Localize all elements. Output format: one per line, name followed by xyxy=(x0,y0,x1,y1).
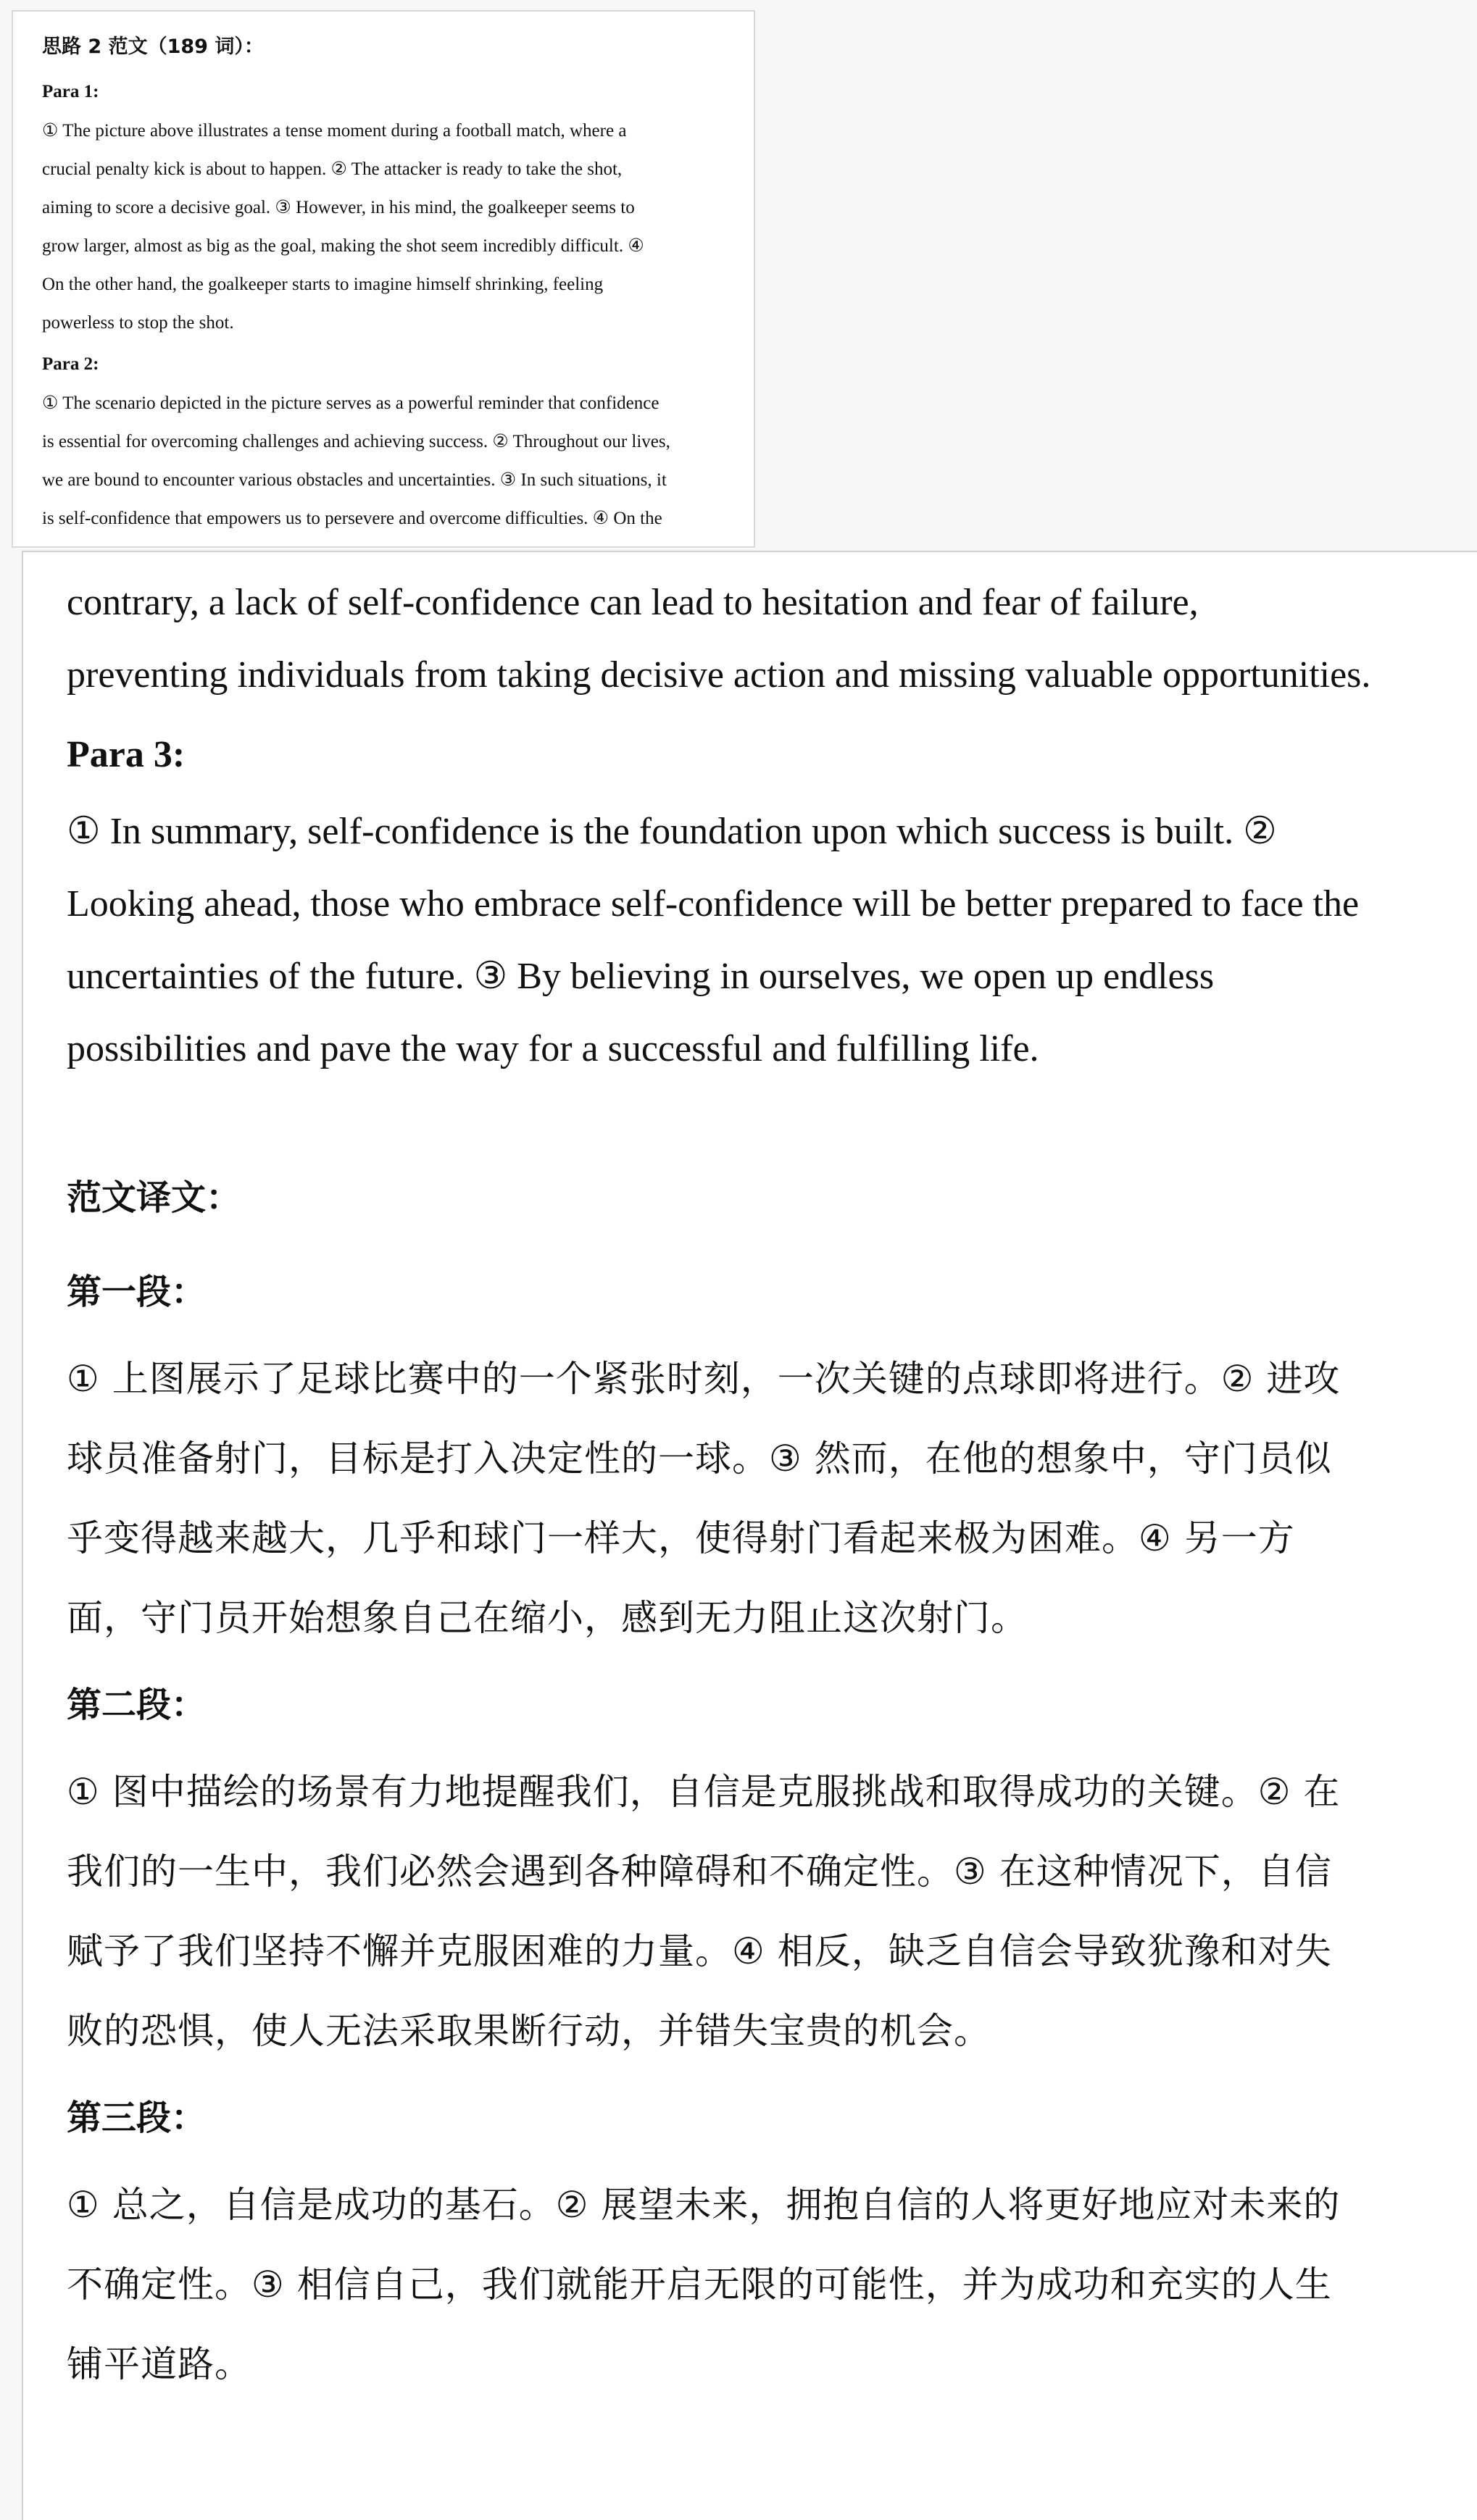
cn-para2-line: 赋予了我们坚持不懈并克服困难的力量。④ 相反，缺乏自信会导致犹豫和对失 xyxy=(67,1930,1332,1972)
cn-para1-line: 乎变得越来越大，几乎和球门一样大，使得射门看起来极为困难。④ 另一方 xyxy=(67,1517,1295,1559)
para3-line: ① In summary, self-confidence is the foundation upon which success is built. ② xyxy=(67,811,1277,852)
cn-para2-line: 我们的一生中，我们必然会遇到各种障碍和不确定性。③ 在这种情况下，自信 xyxy=(67,1851,1332,1893)
para1-line: ① The picture above illustrates a tense moment during a football match, where a xyxy=(42,121,627,141)
translation-heading: 范文译文： xyxy=(67,1177,241,1218)
section-spacer xyxy=(67,1737,1434,1752)
essay-heading: 思路 2 范文（189 词）： xyxy=(42,36,264,58)
cn-para1-label: 第一段： xyxy=(67,1272,207,1312)
cn-para3-label: 第三段： xyxy=(67,2098,207,2138)
para2-line: ① The scenario depicted in the picture serves as a powerful reminder that confidence xyxy=(42,393,660,413)
para2-continued-line: preventing individuals from taking decisive action and missing valuable opportunities. xyxy=(67,654,1371,696)
para1-line: aiming to score a decisive goal. ③ However, in his mind, the goalkeeper seems to xyxy=(42,198,635,217)
cn-para1-line: 球员准备射门，目标是打入决定性的一球。③ 然而，在他的想象中，守门员似 xyxy=(67,1438,1332,1480)
para3-line: uncertainties of the future. ③ By believing in ourselves, we open up endless xyxy=(67,956,1215,997)
para1-line: crucial penalty kick is about to happen. ② The attacker is ready to take the shot, xyxy=(42,159,623,179)
para1-line: grow larger, almost as big as the goal, making the shot seem incredibly difficult. ④ xyxy=(42,236,644,256)
para2-label: Para 2: xyxy=(42,354,99,374)
section-spacer xyxy=(67,1085,1434,1165)
para1-line: powerless to stop the shot. xyxy=(42,313,234,333)
cn-para1-line: 面，守门员开始想象自己在缩小，感到无力阻止这次射门。 xyxy=(67,1597,1028,1639)
cn-para2-line: 败的恐惧，使人无法采取果断行动，并错失宝贵的机会。 xyxy=(67,2010,991,2052)
essay-main-panel xyxy=(22,551,1477,2520)
para2-line: is self-confidence that empowers us to persevere and overcome difficulties. ④ On the xyxy=(42,509,662,528)
para3-line: possibilities and pave the way for a successful and fulfilling life. xyxy=(67,1028,1039,1069)
para1-line: On the other hand, the goalkeeper starts to imagine himself shrinking, feeling xyxy=(42,275,604,294)
para2-line: we are bound to encounter various obstacles and uncertainties. ③ In such situations, it xyxy=(42,470,667,490)
cn-para2-label: 第二段： xyxy=(67,1685,207,1725)
para2-continued-line: contrary, a lack of self-confidence can lead to hesitation and fear of failure, xyxy=(67,582,1199,623)
section-spacer xyxy=(67,1324,1434,1339)
cn-para3-line: 不确定性。③ 相信自己，我们就能开启无限的可能性，并为成功和充实的人生 xyxy=(67,2264,1332,2306)
section-spacer xyxy=(67,2150,1434,2165)
section-spacer xyxy=(67,2071,1434,2085)
para2-line: is essential for overcoming challenges and achieving success. ② Throughout our lives, xyxy=(42,432,670,451)
para3-label: Para 3: xyxy=(67,734,186,775)
para3-line: Looking ahead, those who embrace self-confidence will be better prepared to face the xyxy=(67,883,1360,925)
para1-label: Para 1: xyxy=(42,82,99,101)
section-spacer xyxy=(67,1230,1434,1259)
cn-para2-line: ① 图中描绘的场景有力地提醒我们，自信是克服挑战和取得成功的关键。② 在 xyxy=(67,1771,1341,1813)
cn-para3-line: 铺平道路。 xyxy=(67,2343,251,2385)
section-spacer xyxy=(67,1658,1434,1672)
essay-preview-panel xyxy=(12,10,755,548)
cn-para1-line: ① 上图展示了足球比赛中的一个紧张时刻，一次关键的点球即将进行。② 进攻 xyxy=(67,1358,1341,1400)
cn-para3-line: ① 总之，自信是成功的基石。② 展望未来，拥抱自信的人将更好地应对未来的 xyxy=(67,2184,1341,2226)
